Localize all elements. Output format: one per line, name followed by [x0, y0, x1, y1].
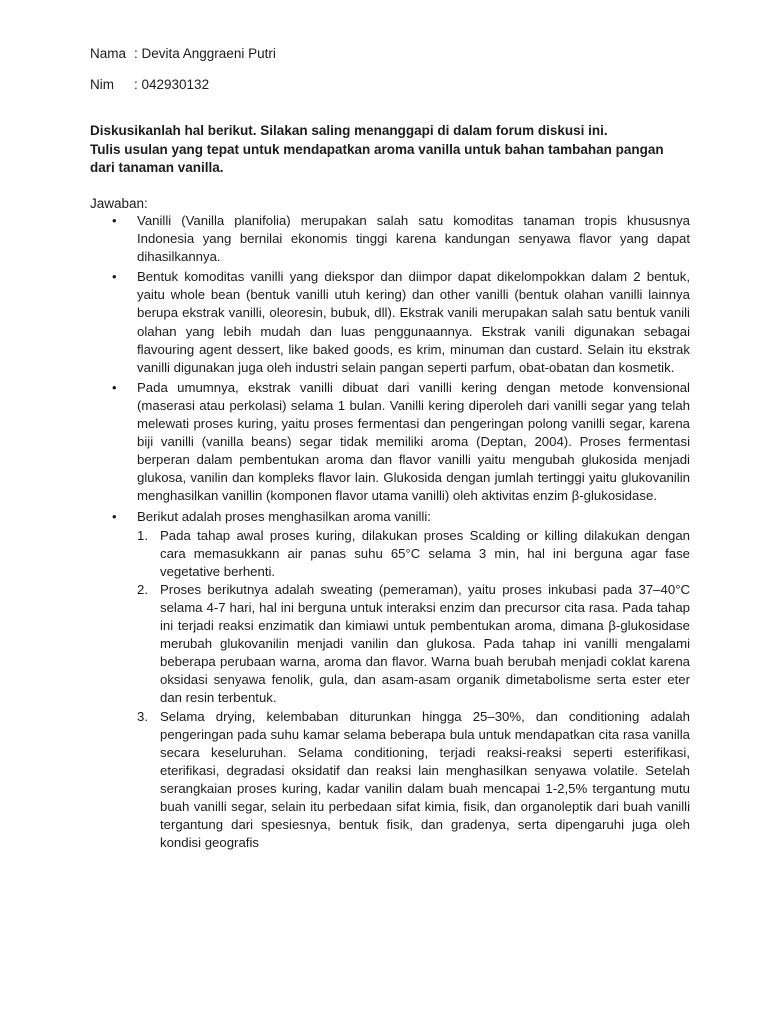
discussion-question: [90, 122, 690, 178]
nim-line: [90, 76, 209, 94]
bullet-text: Bentuk komoditas vanilli yang diekspor dan diimpor dapat dikelompokkan dalam 2 bentuk, yaitu whole bean (bentuk vanilli utuh kering) dan other vanilli (bentuk olahan vanilli lainnya berupa ekstrak vanilli, oleoresin, bubuk, dll). Ekstrak vanili merupakan salah satu bentuk vanili olahan yang lebih mudah dan luas penggunaannya. Ekstrak vanili digunakan sebagai flavouring agent dessert, like baked goods, es krim, minuman dan custard. Selain itu ekstrak vanilli digunakan juga oleh industri selain pangan seperti parfum, obat-obatan dan kosmetik.: [137, 269, 690, 375]
step-item: [137, 581, 690, 708]
answer-body: [90, 212, 690, 854]
list-item: [90, 268, 690, 377]
bullet-text: Vanilli (Vanilla planifolia) merupakan salah satu komoditas tanaman tropis khususnya Indonesia yang bernilai ekonomis tinggi karena kandungan senyawa flavor yang dapat dihasilkannya.: [137, 213, 690, 265]
step-number: 2.: [137, 581, 148, 597]
step-text: Pada tahap awal proses kuring, dilakukan proses Scalding or killing dilakukan dengan cara memasukkann air panas suhu 65°C selama 3 min, hal ini berguna agar fase vegetative berhenti.: [160, 527, 690, 579]
name-value: : Devita Anggraeni Putri: [134, 46, 276, 61]
step-number: 1.: [137, 527, 148, 543]
question-line-2: Tulis usulan yang tepat untuk mendapatkan aroma vanilla untuk bahan tambahan pangan dari tanaman vanilla.: [90, 141, 664, 175]
name-key: Nama: [90, 46, 127, 61]
question-line-1: Diskusikanlah hal berikut. Silakan saling menanggapi di dalam forum diskusi ini.: [90, 123, 608, 138]
list-item: [90, 379, 690, 506]
nim-value: : 042930132: [134, 77, 210, 92]
bullet-icon: •: [112, 379, 117, 395]
step-number: 3.: [137, 708, 148, 724]
step-item: [137, 708, 690, 853]
list-item: [90, 212, 690, 266]
step-text: Selama drying, kelembaban diturunkan hingga 25–30%, dan conditioning adalah pengeringan pada suhu kamar selama beberapa bula untuk mendapatkan cita rasa vanilla secara keseluruhan. Selama conditioning, terjadi reaksi-reaksi seperti esterifikasi, eterifikasi, degradasi oksidatif dan reaksi lain menghasilkan senyawa volatile. Setelah serangkaian proses kuring, kadar vanilin dalam buah mencapai 1-2,5% tergantung mutu buah vanilli segar, selain itu perbedaan sifat kimia, fisik, dan organoleptik dari buah vanilli tergantung dari spesiesnya, bentuk fisik, dan gradenya, serta dipengaruhi juga oleh kondisi geografis: [160, 708, 690, 851]
name-line: [90, 45, 276, 63]
bullet-icon: •: [112, 269, 117, 285]
bullet-list: [90, 212, 690, 852]
step-item: [137, 527, 690, 581]
bullet-text: Berikut adalah proses menghasilkan aroma vanilli:: [137, 508, 431, 524]
bullet-icon: •: [112, 508, 117, 524]
answer-label: Jawaban:: [90, 196, 148, 211]
nim-key: Nim: [90, 77, 114, 92]
bullet-icon: •: [112, 213, 117, 228]
list-item: [90, 508, 690, 853]
step-text: Proses berikutnya adalah sweating (pemeraman), yaitu proses inkubasi pada 37–40°C selama 4-7 hari, hal ini berguna untuk interaksi enzim dan precursor cita rasa. Pada tahap ini terjadi reaksi enzimatik dan kimiawi untuk pembentukan aroma, dimana β-glukosidase merubah glukovanilin menjadi vanilin dan glukosa. Pada tahap ini vanilli mengalami beberapa perubaan warna, aroma dan flavor. Warna buah berubah menjadi coklat karena oksidasi senyawa fenolik, gula, dan asam-asam organik dimetabolisme serta ester eter dan resin terbentuk.: [160, 581, 690, 706]
process-steps-list: [137, 527, 690, 853]
bullet-text: Pada umumnya, ekstrak vanilli dibuat dari vanilli kering dengan metode konvensional (maserasi atau perkolasi) selama 1 bulan. Vanilli kering diperoleh dari vanilli segar yang telah melewati proses kuring, yaitu proses fermentasi dan pengeringan polong vanilli segar, karena biji vanilli (vanilla beans) segar tidak memiliki aroma (Deptan, 2004). Proses fermentasi berperan dalam pembentukan aroma dan flavor vanilli yaitu mengubah glukosida menjadi glukosa, vanilin dan kompleks flavor lain. Glukosida dengan jumlah tertinggi yaitu glukovanilin menghasilkan vanillin (komponen flavor utama vanilli) oleh aktivitas enzim β-glukosidase.: [137, 379, 690, 504]
